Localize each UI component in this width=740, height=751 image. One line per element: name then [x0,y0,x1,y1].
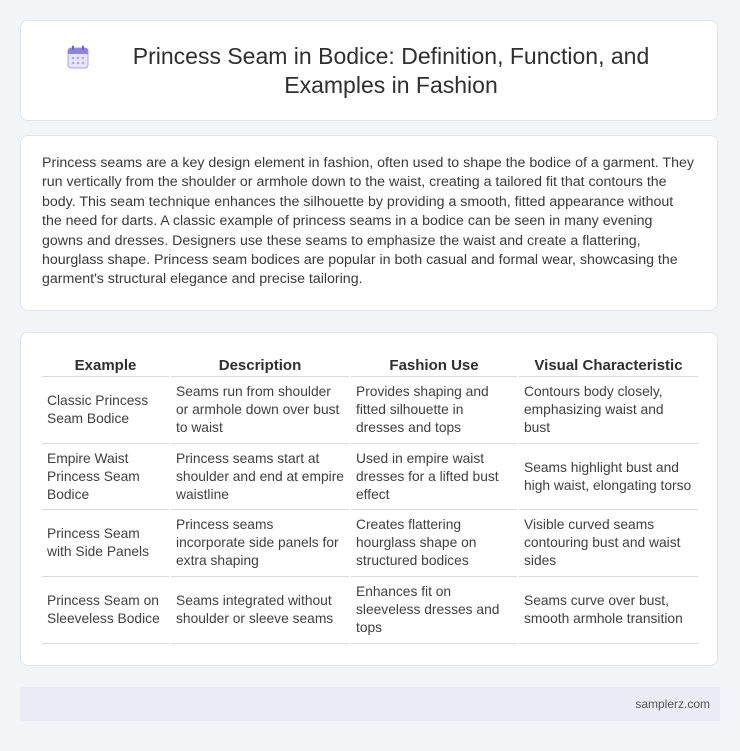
footer [20,687,720,721]
cell-description: Seams integrated without shoulder or sleeve seams [171,577,349,644]
cell-visual-characteristic: Seams highlight bust and high waist, elongating torso [519,444,698,511]
cell-fashion-use: Provides shaping and fitted silhouette in dresses and tops [351,377,517,444]
intro-paragraph: Princess seams are a key design element in fashion, often used to shape the bodice of a garment. They run vertically from the shoulder or armhole down to the waist, creating a tailored fit that contours the body. This seam technique enhances the silhouette by providing a smooth, fitted appearance without the need for darts. A classic example of princess seams in a bodice can be seen in many evening gowns and dresses. Designers use these seams to emphasize the waist and create a flattering, hourglass shape. Princess seam bodices are popular in both casual and formal wear, showcasing the garment's structural elegance and precise tailoring. [42,155,694,288]
page-title: Princess Seam in Bodice: Definition, Function, and Examples in Fashion [132,42,650,98]
cell-example: Princess Seam on Sleeveless Bodice [42,577,169,644]
table-row [42,444,698,511]
examples-table [40,353,700,644]
cell-description: Princess seams incorporate side panels for extra shaping [171,510,349,577]
header-visual-characteristic: Visual Characteristic [519,353,698,377]
table-row [42,577,698,644]
title-card [20,20,718,121]
header-fashion-use: Fashion Use [351,353,517,377]
table-card [20,332,718,666]
cell-visual-characteristic: Seams curve over bust, smooth armhole transition [519,577,698,644]
cell-visual-characteristic: Visible curved seams contouring bust and waist sides [519,510,698,577]
title-wrap [49,42,689,100]
cell-fashion-use: Used in empire waist dresses for a lifted bust effect [351,444,517,511]
intro-card [20,135,718,311]
cell-fashion-use: Creates flattering hourglass shape on structured bodices [351,510,517,577]
cell-example: Princess Seam with Side Panels [42,510,169,577]
cell-description: Seams run from shoulder or armhole down over bust to waist [171,377,349,444]
cell-description: Princess seams start at shoulder and end at empire waistline [171,444,349,511]
header-example: Example [42,353,169,377]
table-header-row [42,353,698,377]
table-row [42,377,698,444]
header-description: Description [171,353,349,377]
cell-example: Classic Princess Seam Bodice [42,377,169,444]
footer-site-link[interactable]: samplerz.com [635,697,710,711]
cell-example: Empire Waist Princess Seam Bodice [42,444,169,511]
table-row [42,510,698,577]
cell-visual-characteristic: Contours body closely, emphasizing waist and bust [519,377,698,444]
cell-fashion-use: Enhances fit on sleeveless dresses and tops [351,577,517,644]
calendar-icon [67,45,89,69]
